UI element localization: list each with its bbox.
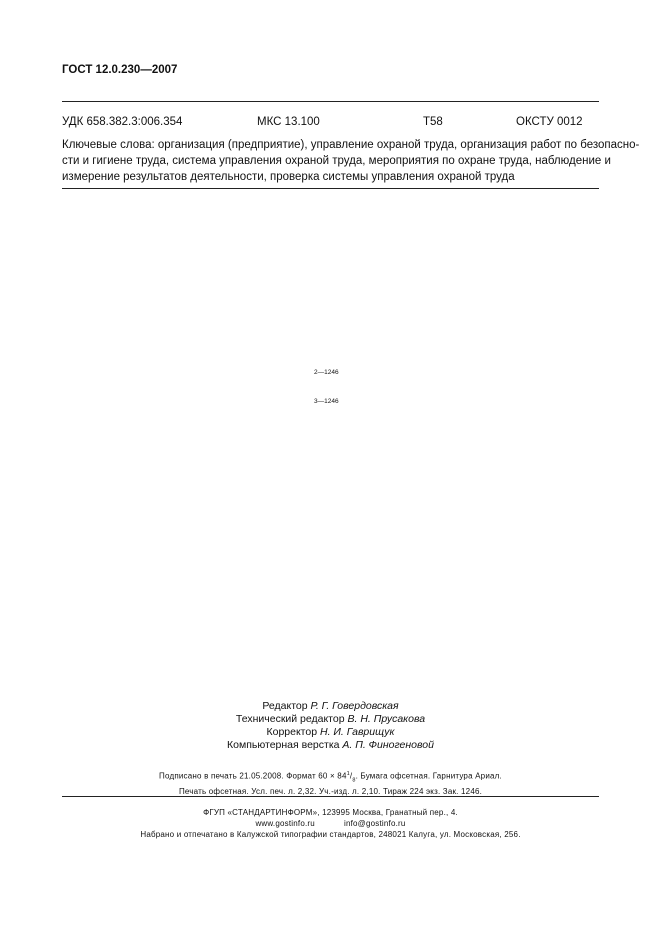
layout-line — [62, 739, 599, 752]
editor-role: Редактор — [262, 700, 308, 712]
oksty-code: ОКСТУ 0012 — [516, 116, 583, 128]
format-fraction-denominator: 8 — [352, 777, 356, 784]
keywords-block — [62, 137, 640, 185]
print-info-line-2: Печать офсетная. Усл. печ. л. 2,32. Уч.-изд. л. 2,10. Тираж 224 экз. Зак. 1246. — [178, 787, 483, 797]
top-divider — [62, 101, 599, 102]
keywords-line-1: Ключевые слова: организация (предприятие), управление охраной труда, организация работ по безопасно- — [62, 139, 640, 151]
print-code-1: 2—1246 — [314, 369, 339, 376]
group-code: Т58 — [423, 116, 443, 128]
keywords-line-2: сти и гигиене труда, система управления охраной труда, мероприятия по охране труда, наблюдение и — [62, 155, 611, 167]
printing-house: Набрано и отпечатано в Калужской типографии стандартов, 248021 Калуга, ул. Московская, 256. — [140, 830, 521, 839]
print-info-paper: . Бумага офсетная. Гарнитура Ариал. — [355, 771, 502, 781]
publisher-website: www.gostinfo.ru — [255, 819, 315, 828]
print-code-2: 3—1246 — [314, 398, 339, 405]
corrector-name: Н. И. Гаврищук — [319, 726, 395, 738]
corrector-line — [62, 726, 599, 739]
publisher-address: ФГУП «СТАНДАРТИНФОРМ», 123995 Москва, Гранатный пер., 4. — [203, 808, 458, 817]
editor-name: Р. Г. Говердовская — [310, 700, 399, 712]
credits-block — [62, 700, 599, 752]
publisher-block — [62, 807, 599, 840]
tech-editor-name: В. Н. Прусакова — [347, 713, 426, 725]
layout-role: Компьютерная верстка — [227, 739, 340, 751]
tech-editor-role: Технический редактор — [235, 713, 345, 725]
format-fraction-numerator: 1 — [346, 771, 350, 777]
corrector-role: Корректор — [266, 726, 318, 738]
publisher-email: info@gostinfo.ru — [343, 819, 406, 828]
editor-line — [62, 700, 599, 713]
print-info-line-1: Подписано в печать 21.05.2008. Формат $60 \times 84^1/_8$. Бумага офсетная. Гарнитура Ариал. — [159, 771, 502, 784]
bottom-divider — [62, 796, 599, 797]
udk-code: УДК 658.382.3:006.354 — [62, 116, 183, 128]
keywords-divider — [62, 188, 599, 189]
layout-name: А. П. Финогеновой — [342, 739, 434, 751]
print-info-format: Подписано в печать 21.05.2008. Формат 60 × 84 — [159, 771, 347, 781]
print-info-block — [62, 769, 599, 797]
publisher-contacts — [62, 818, 599, 829]
standard-number: ГОСТ 12.0.230—2007 — [62, 64, 178, 76]
tech-editor-line — [62, 713, 599, 726]
keywords-line-3: измерение результатов деятельности, проверка системы управления охраной труда — [62, 171, 515, 183]
mks-code: МКС 13.100 — [257, 116, 320, 128]
